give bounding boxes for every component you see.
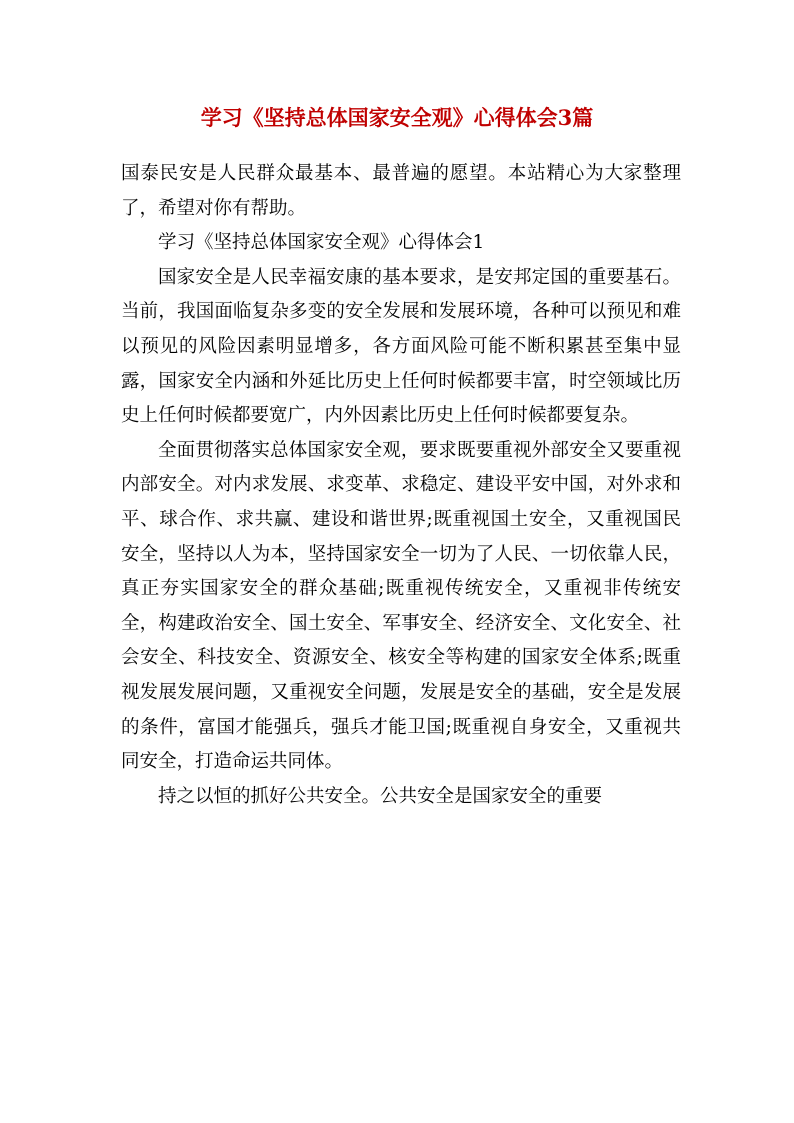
document-body <box>121 157 681 814</box>
section-heading-1: 学习《坚持总体国家安全观》心得体会1 <box>158 232 485 254</box>
document-title: 学习《坚持总体国家安全观》心得体会3篇 <box>200 105 594 130</box>
body-paragraph: 国家安全是人民幸福安康的基本要求，是安邦定国的重要基石。当前，我国面临复杂多变的安全发展和发展环境，各种可以预见和难以预见的风险因素明显增多，各方面风险可能不断积累甚至集中显露，国家安全内涵和外延比历史上任何时候都要丰富，时空领域比历史上任何时候都要宽广，内外因素比历史上任何时候都要复杂。 <box>121 266 681 427</box>
body-paragraph: 全面贯彻落实总体国家安全观，要求既要重视外部安全又要重视内部安全。对内求发展、求变革、求稳定、建设平安中国，对外求和平、球合作、求共赢、建设和谐世界;既重视国土安全，又重视国民安全，坚持以人为本，坚持国家安全一切为了人民、一切依靠人民，真正夯实国家安全的群众基础;既重视传统安全，又重视非传统安全，构建政治安全、国土安全、军事安全、经济安全、文化安全、社会安全、科技安全、资源安全、核安全等构建的国家安全体系;既重视发展发展问题，又重视安全问题，发展是安全的基础，安全是发展的条件，富国才能强兵，强兵才能卫国;既重视自身安全，又重视共同安全，打造命运共同体。 <box>121 439 681 773</box>
intro-paragraph: 国泰民安是人民群众最基本、最普遍的愿望。本站精心为大家整理了，希望对你有帮助。 <box>121 163 681 219</box>
body-paragraph: 持之以恒的抓好公共安全。公共安全是国家安全的重要 <box>158 785 603 807</box>
